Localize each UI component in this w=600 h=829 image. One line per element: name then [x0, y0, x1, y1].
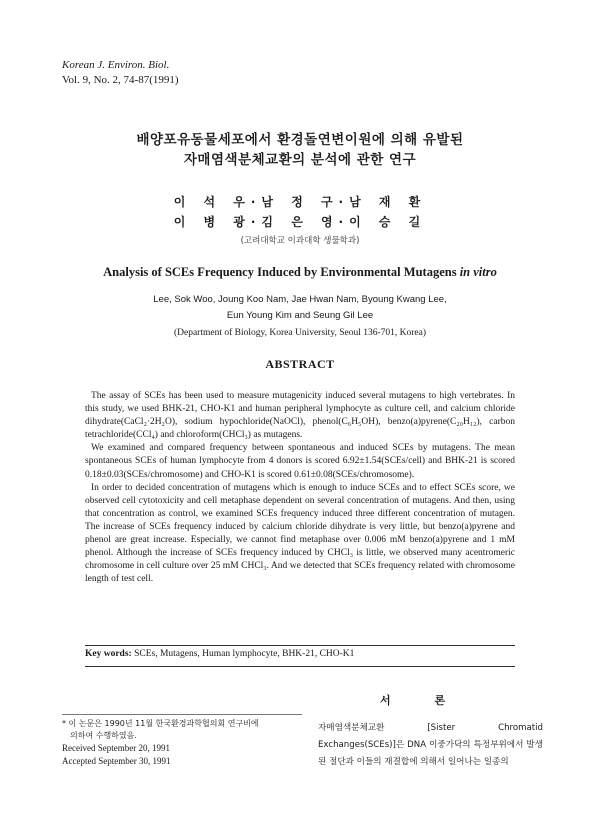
- english-authors: [0, 292, 600, 324]
- english-title-main: Analysis of SCEs Frequency Induced by Environmental Mutagens: [103, 265, 460, 279]
- korean-title-line2: 자매염색분체교환의 분석에 관한 연구: [183, 152, 417, 168]
- keywords-bottom-rule: [85, 666, 515, 667]
- abstract-paragraph-2: We examined and compared frequency between spontaneous and induced SCEs by mutagens. The mean spontaneous SCEs of human lymphocyte from 4 donors is scored 6.92±1.54(SCEs/cell) and BHK-21 is scored 0.18±0.03(SCEs/chromosome) and CHO-K1 is scored 0.61±0.08(SCEs/chromosome).: [85, 443, 515, 480]
- abstract-paragraph-3: In order to decided concentration of mutagens which is enough to induce SCEs and to effect SCEs score, we observed cell cytotoxicity and cell metaphase dependent on several concentration of mutagens. And then, using that concentration as control, we examined SCEs frequency induced three different concentration of mutagen. The increase of SCEs frequency induced by calcium chloride dihydrate is very little, but benzo(a)pyrene and phenol are great increase. Especially, we cannot find metaphase over 0.006 mM benzo(a)pyrene and 1 mM phenol. Although the increase of SCEs frequency induced by CHCl₃ is little, we observed many acentromeric chromosome in cell culture over 25 mM CHCl₃. And we detected that SCEs frequency related with chromosome length of test cell.: [85, 482, 515, 585]
- introduction-text: 자매염색분체교환 [Sister Chromatid Exchanges(SCEs)]은 DNA 이중가닥의 특정부위에서 발생된 절단과 이들의 재결합에 의해서 일어나는 일종의: [318, 723, 543, 767]
- footnote-line2: 의하여 수행하였음.: [70, 731, 137, 740]
- journal-name: Korean J. Environ. Biol.: [62, 59, 170, 71]
- keywords-text: SCEs, Mutagens, Human lymphocyte, BHK-21, CHO-K1: [131, 649, 355, 659]
- english-title-italic: in vitro: [459, 265, 497, 279]
- introduction-heading: 서 론: [380, 694, 466, 707]
- english-authors-line1: Lee, Sok Woo, Joung Koo Nam, Jae Hwan Nam, Byoung Kwang Lee,: [153, 294, 447, 305]
- keywords-top-rule: [85, 645, 515, 646]
- abstract-paragraph-1: The assay of SCEs has been used to measure mutagenicity induced several mutagens to high vertebrates. In this study, we used BHK-21, CHO-K1 and human peripheral lymphocyte as culture cell, and calcium chloride dihydrate(CaCl₂·2H₂O), sodium hypochloride(NaOCl), phenol(C₆H₅OH), benzo(a)pyrene(C₂₀H₁₂), carbon tetrachloride(CCl₄) and chloroform(CHCl₃) as mutagens.: [85, 391, 515, 441]
- english-authors-line2: Eun Young Kim and Seung Gil Lee: [226, 310, 374, 321]
- english-title: [0, 265, 600, 280]
- footnote-rule: [62, 714, 302, 715]
- footnote-line1: * 이 논문은 1990년 11월 한국환경과학협의회 연구비에: [62, 719, 259, 728]
- korean-authors-line1: 이 석 우·남 정 구·남 재 환: [173, 195, 427, 209]
- accepted-date: Accepted September 30, 1991: [62, 756, 171, 766]
- journal-citation: [62, 58, 179, 88]
- received-date: Received September 20, 1991: [62, 743, 170, 753]
- korean-affiliation: (고려대학교 이과대학 생물학과): [240, 236, 360, 246]
- journal-volume: Vol. 9, No. 2, 74-87(1991): [62, 74, 179, 86]
- keywords: [85, 649, 515, 659]
- english-affiliation: (Department of Biology, Korea University, Seoul 136-701, Korea): [173, 328, 427, 338]
- korean-authors-line2: 이 병 광·김 은 영·이 승 길: [173, 215, 427, 229]
- footnote: [62, 718, 302, 768]
- korean-title-line1: 배양포유동물세포에서 환경돌연변이원에 의해 유발된: [136, 132, 464, 148]
- abstract-heading: ABSTRACT: [265, 357, 335, 371]
- abstract-body: [85, 390, 515, 586]
- keywords-label: Key words:: [85, 649, 132, 659]
